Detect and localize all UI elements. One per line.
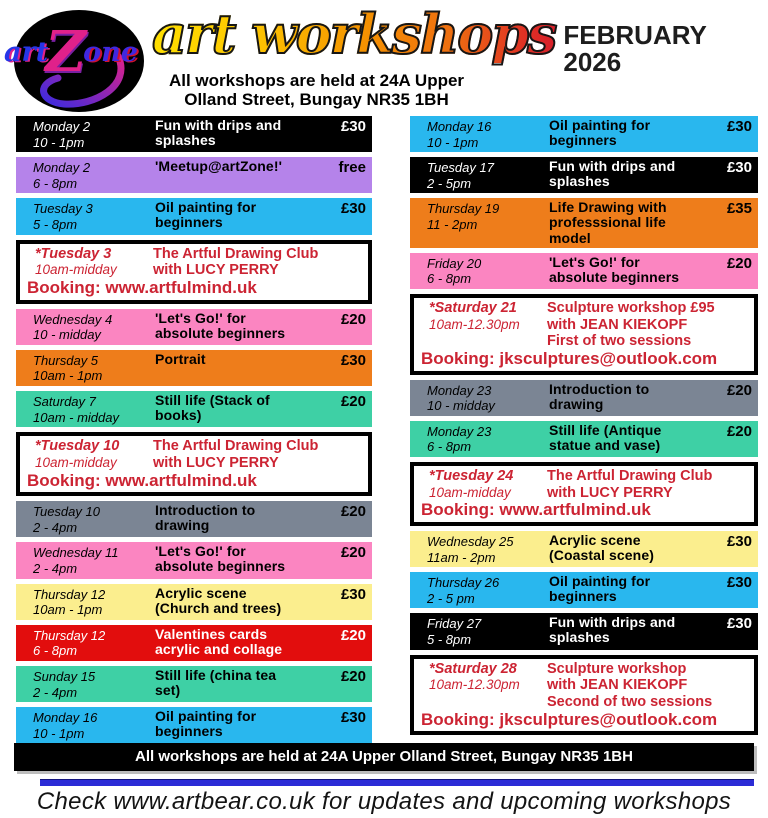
workshop-row [410, 157, 758, 193]
title-text-line: Still life (china tea [155, 666, 277, 683]
workshop-row [16, 309, 372, 345]
booking-row [16, 432, 372, 496]
title-text-line: The Artful Drawing Club [153, 438, 319, 455]
title-text-line: Introduction to [155, 502, 256, 519]
title-text-line: Still life (Stack of [155, 391, 270, 408]
row-time: 10am - 1pm [33, 602, 103, 618]
header-address [144, 71, 489, 110]
row-when [33, 118, 155, 150]
row-time: 5 - 8pm [33, 216, 78, 232]
title-text-line: Oil painting for [155, 199, 257, 216]
row-time: 2 - 4pm [33, 519, 78, 535]
workshop-row [16, 707, 372, 743]
row-time: 10 - 1pm [33, 134, 85, 150]
booking-row-main [24, 246, 364, 279]
row-title [155, 503, 322, 533]
row-when [429, 300, 547, 350]
row-title [155, 668, 322, 698]
row-time: 10 - 1pm [33, 725, 85, 741]
row-time: 6 - 8pm [33, 175, 78, 191]
title-text-line: Still life (Antique [549, 421, 662, 438]
row-time: 6 - 8pm [33, 643, 78, 659]
row-title [155, 118, 322, 148]
workshop-row [410, 572, 758, 608]
row-day: Sunday 15 [33, 668, 96, 684]
row-day: Wednesday 25 [427, 534, 514, 549]
row-when [33, 393, 155, 425]
row-when [33, 668, 155, 700]
row-day: Friday 27 [427, 616, 482, 632]
row-title [155, 627, 322, 657]
row-title [547, 300, 750, 350]
title-text-line: beginners [549, 132, 617, 149]
row-day: Monday 23 [427, 423, 492, 439]
column-left [16, 116, 372, 743]
title-text-line: The Artful Drawing Club [547, 467, 713, 484]
row-day: Tuesday 10 [33, 504, 100, 520]
header [0, 0, 768, 112]
row-price: £20 [340, 544, 366, 562]
row-day: Tuesday 17 [427, 160, 494, 176]
title-text-line: 'Let's Go!' for [549, 253, 640, 270]
booking-row-main [24, 438, 364, 471]
row-time: 2 - 4pm [33, 560, 78, 576]
title-text-line: beginners [549, 588, 617, 605]
title-text-line: splashes [549, 629, 610, 646]
row-when [427, 255, 549, 287]
row-title [549, 615, 708, 645]
row-title [155, 200, 322, 230]
row-time: 6 - 8pm [427, 271, 472, 287]
title-text-line: Oil painting for [549, 117, 651, 133]
row-when [33, 586, 155, 618]
row-title [155, 311, 322, 341]
row-title [549, 533, 708, 563]
title-text-line: professsional life [549, 214, 666, 231]
booking-row-main [418, 300, 750, 350]
logo-art-text: art [4, 36, 49, 68]
row-when [427, 533, 549, 565]
row-price: £35 [726, 200, 752, 218]
title-text-line: Second of two sessions [547, 693, 713, 710]
poster-title: art workshops [152, 2, 556, 66]
row-price: £20 [340, 626, 366, 644]
workshop-row [16, 350, 372, 386]
row-price: £20 [340, 310, 366, 328]
row-day: Thursday 5 [33, 352, 99, 368]
row-when [35, 438, 153, 471]
booking-contact: Booking: www.artfulmind.uk [27, 470, 257, 490]
row-title [549, 159, 708, 189]
row-time: 10 - 1pm [427, 134, 479, 150]
title-text-line: Valentines cards [155, 625, 268, 642]
row-time: 10am - 1pm [33, 368, 103, 384]
title-text-line: First of two sessions [547, 333, 692, 350]
row-title [549, 118, 708, 148]
workshop-row [16, 116, 372, 152]
title-text-line: (Church and trees) [155, 599, 282, 616]
row-time: 10am - midday [33, 409, 119, 425]
row-when [427, 615, 549, 647]
poster-month: FEBRUARY [563, 20, 707, 50]
booking-row-main [418, 468, 750, 501]
row-time: 11am - 2pm [427, 549, 496, 565]
title-text-line: drawing [155, 517, 210, 534]
workshop-row [16, 542, 372, 578]
row-title [155, 159, 322, 174]
title-text-line: Sculpture workshop £95 [547, 299, 715, 316]
title-text-line: absolute beginners [549, 268, 680, 285]
row-day: *Tuesday 24 [429, 467, 514, 484]
row-price: £20 [340, 392, 366, 410]
logo-z-text: Z [45, 19, 87, 85]
row-day: Monday 2 [33, 160, 91, 176]
row-title [549, 423, 708, 453]
title-text-line: Life Drawing with [549, 199, 667, 216]
row-time: 11 - 2pm [427, 216, 478, 232]
row-title [155, 586, 322, 616]
title-text-line: The Artful Drawing Club [153, 245, 319, 262]
booking-row [410, 655, 758, 736]
title-text-line: absolute beginners [155, 324, 286, 341]
row-time: 10 - midday [33, 327, 101, 343]
booking-contact: Booking: www.artfulmind.uk [421, 500, 651, 520]
row-title [549, 255, 708, 285]
title-text-line: Fun with drips and [549, 158, 676, 175]
row-when [429, 661, 547, 711]
booking-row-main [418, 661, 750, 711]
row-day: *Tuesday 10 [35, 438, 120, 455]
row-price: £30 [340, 118, 366, 135]
title-text-line: Oil painting for [155, 708, 257, 725]
workshop-listing [0, 112, 768, 743]
row-time: 10am-midday [429, 484, 511, 500]
booking-contact: Booking: www.artfulmind.uk [27, 277, 257, 297]
row-title [547, 468, 750, 501]
row-title [153, 438, 364, 471]
booking-contact: Booking: jksculptures@outlook.com [421, 709, 718, 729]
title-text-line: set) [155, 682, 181, 699]
poster-year: 2026 [563, 47, 622, 78]
row-price: £30 [726, 615, 752, 633]
workshop-row [410, 198, 758, 247]
footer [0, 743, 768, 818]
workshop-row [410, 253, 758, 289]
title-text-line: Introduction to [549, 380, 650, 397]
title-text-line: Acrylic scene [155, 584, 247, 601]
workshop-row [410, 531, 758, 567]
workshop-row [16, 391, 372, 427]
booking-row [16, 240, 372, 304]
row-when [427, 382, 549, 414]
booking-row [410, 294, 758, 375]
row-price: £30 [726, 118, 752, 135]
row-day: Monday 16 [427, 119, 492, 134]
row-when [427, 118, 549, 150]
divider-line [40, 779, 754, 786]
workshop-row [16, 501, 372, 537]
workshop-row [410, 380, 758, 416]
row-price: £30 [340, 585, 366, 603]
title-text-line: model [549, 229, 591, 246]
title-text-line: beginners [155, 214, 223, 231]
row-day: Thursday 19 [427, 201, 500, 217]
row-when [33, 311, 155, 343]
row-title [549, 574, 708, 604]
poster-date [563, 22, 706, 77]
artzone-logo [4, 10, 144, 112]
title-text-line: drawing [549, 395, 604, 412]
row-when [427, 423, 549, 455]
workshop-row [410, 421, 758, 457]
row-day: *Saturday 28 [429, 660, 517, 677]
title-text-line: Fun with drips and [549, 614, 676, 631]
title-text-line: Oil painting for [549, 573, 651, 590]
row-when [33, 352, 155, 384]
row-time: 5 - 8pm [427, 631, 472, 647]
title-text-line: acrylic and collage [155, 640, 283, 657]
title-text-line: Sculpture workshop [547, 660, 687, 677]
row-day: Thursday 12 [33, 627, 106, 643]
workshop-row [16, 584, 372, 620]
title-text-line: with LUCY PERRY [153, 262, 279, 279]
row-when [429, 468, 547, 501]
title-text-line: Acrylic scene [549, 532, 641, 548]
column-right [410, 116, 758, 743]
footer-note: Check www.artbear.co.uk for updates and upcoming workshops [36, 788, 732, 816]
workshop-row [410, 116, 758, 152]
title-text-line: 'Meetup@artZone!' [155, 158, 283, 175]
row-when [33, 544, 155, 576]
row-time: 10am-midday [35, 454, 117, 470]
title-text-line: (Coastal scene) [549, 547, 654, 564]
row-price: £30 [726, 159, 752, 177]
row-day: Thursday 12 [33, 586, 106, 602]
row-title [155, 544, 322, 574]
logo-wordmark [4, 19, 138, 85]
row-title [155, 352, 322, 367]
row-title [549, 382, 708, 412]
row-when [33, 709, 155, 741]
booking-row [410, 462, 758, 526]
row-price: £30 [340, 351, 366, 369]
row-day: Wednesday 4 [33, 311, 113, 327]
title-text-line: books) [155, 407, 202, 424]
title-text-line: splashes [155, 132, 216, 149]
row-time: 2 - 4pm [33, 684, 78, 700]
row-time: 2 - 5pm [427, 175, 472, 191]
title-text-line: 'Let's Go!' for [155, 309, 246, 326]
workshop-row [16, 198, 372, 234]
row-day: Saturday 7 [33, 393, 96, 409]
row-price: £30 [726, 533, 752, 550]
row-when [33, 627, 155, 659]
workshop-row [16, 157, 372, 193]
logo-one-text: one [83, 36, 138, 68]
row-price: free [338, 159, 366, 177]
row-title [155, 709, 322, 739]
title-text-line: statue and vase) [549, 436, 661, 453]
title-text-line: absolute beginners [155, 558, 286, 575]
title-text-line: with JEAN KIEKOPF [547, 677, 688, 694]
row-time: 10 - midday [427, 398, 495, 414]
row-time: 6 - 8pm [427, 439, 472, 455]
row-when [33, 159, 155, 191]
row-day: Tuesday 3 [33, 201, 93, 217]
row-title [547, 661, 750, 711]
row-price: £20 [340, 667, 366, 685]
title-text-line: with JEAN KIEKOPF [547, 316, 688, 333]
row-title [549, 200, 708, 245]
row-price: £20 [340, 503, 366, 521]
row-when [33, 503, 155, 535]
row-day: Monday 23 [427, 382, 492, 398]
row-when [33, 200, 155, 232]
title-text-line: with LUCY PERRY [153, 454, 279, 471]
row-price: £20 [726, 422, 752, 440]
title-text-line: Fun with drips and [155, 117, 282, 133]
row-when [427, 200, 549, 232]
row-price: £30 [340, 709, 366, 727]
row-day: Wednesday 11 [33, 545, 119, 561]
row-when [35, 246, 153, 279]
title-text-line: with LUCY PERRY [547, 484, 673, 501]
header-address-line1: All workshops are held at 24A Upper [168, 70, 465, 90]
row-price: £30 [340, 200, 366, 218]
workshop-row [410, 613, 758, 649]
workshop-row [16, 666, 372, 702]
row-title [155, 393, 322, 423]
header-title-block [144, 2, 764, 112]
row-when [427, 574, 549, 606]
title-text-line: splashes [549, 173, 610, 190]
row-price: £20 [726, 381, 752, 399]
row-day: Thursday 26 [427, 575, 500, 591]
title-text-line: 'Let's Go!' for [155, 543, 246, 560]
row-price: £20 [726, 254, 752, 272]
row-day: Friday 20 [427, 255, 482, 271]
title-text-line: Portrait [155, 350, 206, 367]
row-day: *Tuesday 3 [35, 245, 112, 262]
title-text-line: beginners [155, 723, 223, 740]
workshop-row [16, 625, 372, 661]
row-day: *Saturday 21 [429, 299, 517, 316]
row-time: 2 - 5 pm [427, 590, 475, 606]
row-time: 10am-12.30pm [429, 677, 520, 693]
row-day: Monday 16 [33, 710, 98, 726]
row-time: 10am-12.30pm [429, 316, 520, 332]
row-when [427, 159, 549, 191]
row-time: 10am-midday [35, 262, 117, 278]
row-title [153, 246, 364, 279]
header-address-line2: Olland Street, Bungay NR35 1BH [184, 90, 449, 110]
row-day: Monday 2 [33, 119, 91, 134]
row-price: £30 [726, 574, 752, 592]
booking-contact: Booking: jksculptures@outlook.com [421, 348, 718, 368]
footer-address-bar: All workshops are held at 24A Upper Olland Street, Bungay NR35 1BH [14, 743, 754, 771]
